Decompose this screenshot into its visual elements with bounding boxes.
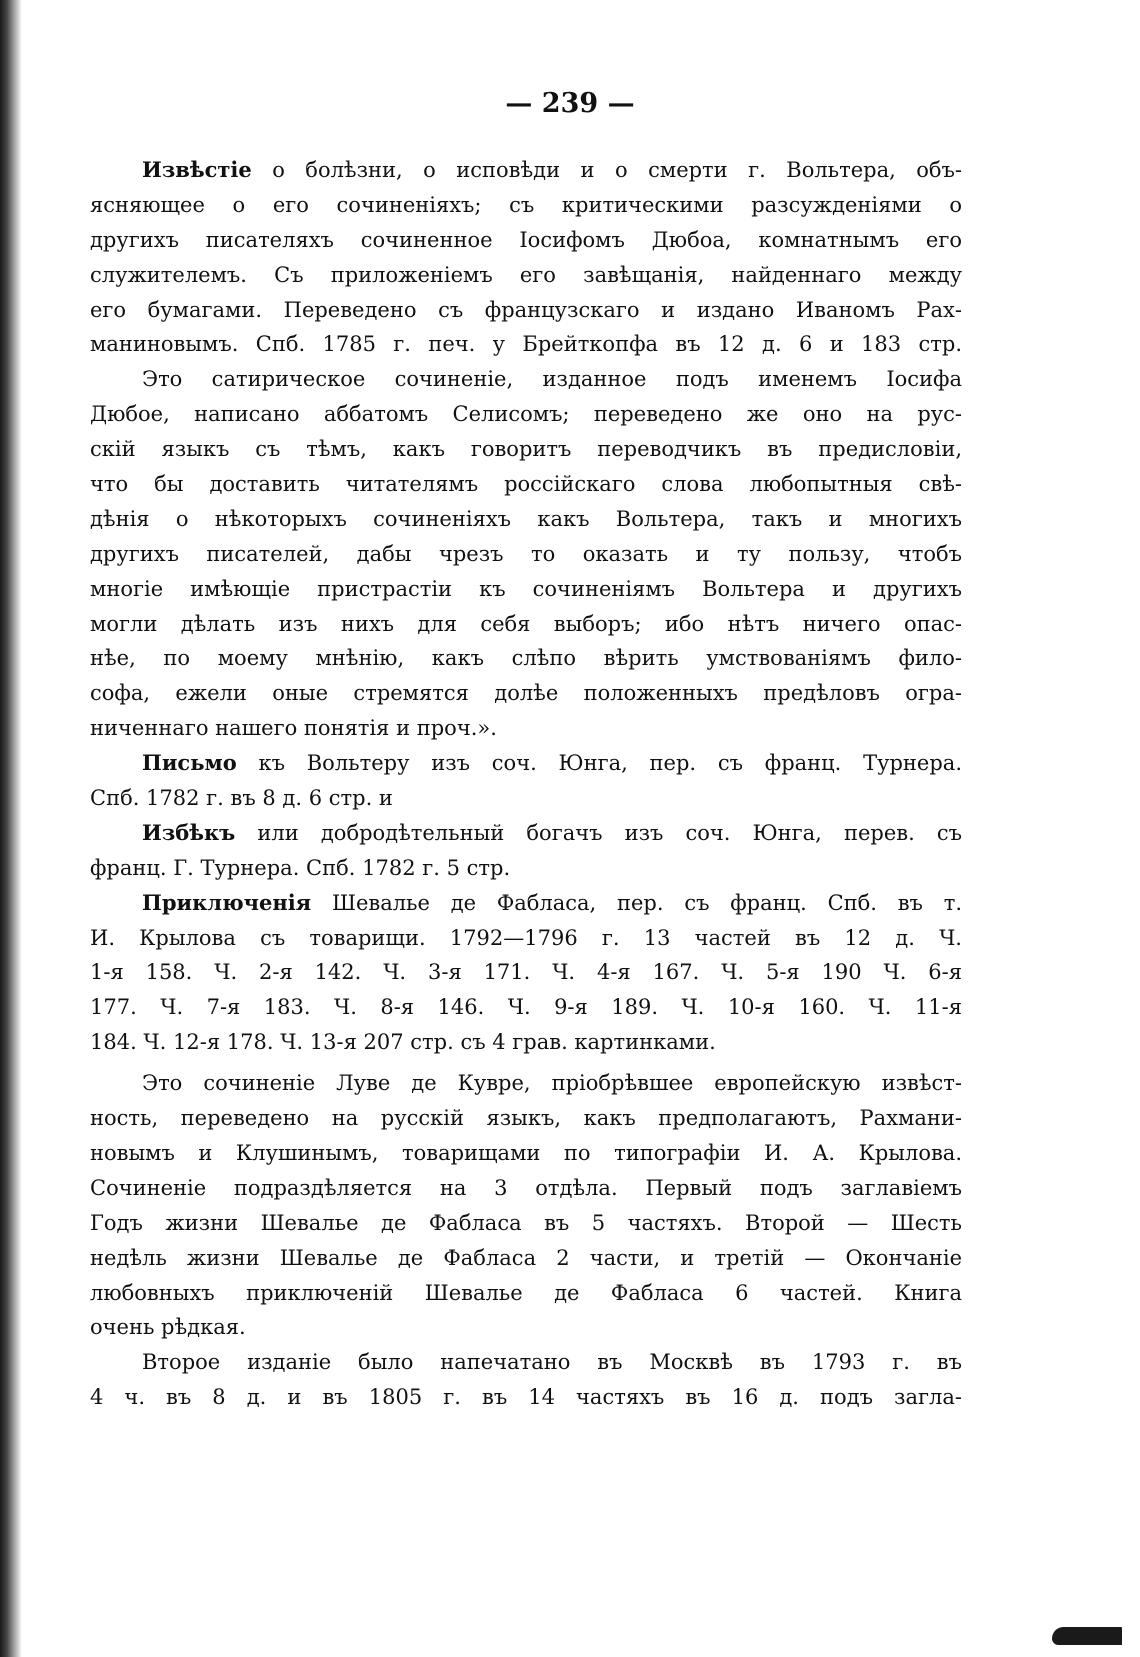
text-line [90, 153, 962, 188]
text-line [90, 1345, 962, 1380]
entry-title: Избѣкъ [142, 819, 236, 845]
text-line [90, 781, 962, 816]
text-line [90, 1101, 962, 1136]
line-text: любовныхъ приключеній Шевалье де Фабласа 6 частей. Книга [90, 1280, 962, 1305]
line-text: Годъ жизни Шевалье де Фабласа въ 5 частяхъ. Второй — Шесть [90, 1210, 962, 1235]
text-line [90, 537, 962, 572]
text-line [90, 711, 962, 746]
text-line [90, 1241, 962, 1276]
line-text: Второе изданіе было напечатано въ Москвѣ въ 1793 г. въ [142, 1350, 962, 1375]
line-text: его бумагами. Переведено съ французскаго и издано Иваномъ Рах- [90, 297, 962, 322]
text-line [90, 641, 962, 676]
line-text: что бы доставить читателямъ россійскаго слова любопытныя свѣ- [90, 472, 962, 497]
text-line [90, 397, 962, 432]
line-text: скій языкъ съ тѣмъ, какъ говоритъ переводчикъ въ предисловіи, [90, 437, 962, 462]
line-text: очень рѣдкая. [90, 1315, 246, 1340]
text-line [90, 467, 962, 502]
line-text: 1-я 158. Ч. 2-я 142. Ч. 3-я 171. Ч. 4-я 167. Ч. 5-я 190 Ч. 6-я [90, 960, 962, 985]
text-line [90, 816, 962, 851]
line-text: ность, переведено на русскій языкъ, какъ предполагаютъ, Рахмани- [90, 1106, 962, 1131]
text-line [90, 223, 962, 258]
text-line [90, 921, 962, 956]
ink-blot [1052, 1627, 1122, 1645]
text-line [90, 1206, 962, 1241]
line-text: недѣль жизни Шевалье де Фабласа 2 части, и третій — Окончаніе [90, 1245, 962, 1270]
line-text: франц. Г. Турнера. Спб. 1782 г. 5 стр. [90, 855, 511, 880]
text-line [90, 1310, 962, 1345]
text-line [90, 327, 962, 362]
text-line [90, 1380, 962, 1415]
text-line [90, 676, 962, 711]
line-text: о болѣзни, о исповѣди и о смерти г. Вольтера, объ- [251, 158, 962, 182]
text-line [90, 1136, 962, 1171]
line-text: ясняющее о его сочиненіяхъ; съ критическими разсужденіями о [90, 192, 962, 217]
text-line [90, 851, 962, 886]
line-text: новымъ и Клушинымъ, товарищами по типографіи И. А. Крылова. [90, 1140, 962, 1165]
line-text: другихъ писателей, дабы чрезъ то оказать и ту пользу, чтобъ [90, 541, 962, 566]
line-text: Спб. 1782 г. въ 8 д. 6 стр. и [90, 786, 393, 811]
entry-title: Приключенія [142, 889, 312, 915]
line-text: софа, ежели оные стремятся долѣе положенныхъ предѣловъ огра- [90, 681, 962, 706]
line-text: другихъ писателяхъ сочиненное Іосифомъ Дюбоа, комнатнымъ его [90, 227, 962, 252]
line-text: нѣе, по моему мнѣнію, какъ слѣпо вѣрить умствованіямъ фило- [90, 646, 962, 671]
text-line [90, 607, 962, 642]
text-line [90, 990, 962, 1025]
line-text: 4 ч. въ 8 д. и въ 1805 г. въ 14 частяхъ въ 16 д. подъ загла- [90, 1385, 962, 1410]
text-line [90, 502, 962, 537]
line-text: 177. Ч. 7-я 183. Ч. 8-я 146. Ч. 9-я 189. Ч. 10-я 160. Ч. 11-я [90, 995, 962, 1020]
entry-title: Письмо [142, 750, 237, 776]
page-edge-shadow [0, 0, 22, 1657]
line-text: служителемъ. Съ приложеніемъ его завѣщанія, найденнаго между [90, 262, 962, 287]
text-line [90, 1025, 962, 1060]
text-line [90, 746, 962, 781]
line-text: 184. Ч. 12-я 178. Ч. 13-я 207 стр. съ 4 грав. картинками. [90, 1030, 716, 1055]
text-line [90, 1066, 962, 1101]
line-text: дѣнія о нѣкоторыхъ сочиненіяхъ какъ Вольтера, такъ и многихъ [90, 506, 962, 531]
line-text: Дюбое, написано аббатомъ Селисомъ; переведено же оно на рус- [90, 402, 962, 427]
text-line [90, 432, 962, 467]
line-text: И. Крылова съ товарищи. 1792—1796 г. 13 частей въ 12 д. Ч. [90, 925, 962, 950]
text-line [90, 188, 962, 223]
line-text: многіе имѣющіе пристрастіи къ сочиненіямъ Вольтера и другихъ [90, 576, 962, 601]
text-line [90, 1276, 962, 1311]
line-text: Это сатирическое сочиненіе, изданное подъ именемъ Іосифа [142, 367, 962, 392]
text-line [90, 362, 962, 397]
line-text: могли дѣлать изъ нихъ для себя выборъ; ибо нѣтъ ничего опас- [90, 611, 962, 636]
text-line [90, 258, 962, 293]
line-text: Шевалье де Фабласа, пер. съ франц. Спб. въ т. [311, 890, 962, 915]
line-text: къ Вольтеру изъ соч. Юнга, пер. съ франц. Турнера. [236, 751, 962, 776]
text-line [90, 955, 962, 990]
page-number: — 239 — [505, 88, 635, 119]
line-text: Сочиненіе подраздѣляется на 3 отдѣла. Первый подъ заглавіемъ [90, 1175, 962, 1200]
text-line [90, 1171, 962, 1206]
body-text [90, 153, 962, 1415]
line-text: ниченнаго нашего понятія и проч.». [90, 716, 497, 741]
text-line [90, 293, 962, 328]
line-text: маниновымъ. Спб. 1785 г. печ. у Брейткопфа въ 12 д. 6 и 183 стр. [90, 332, 962, 357]
entry-title: Извѣстіе [142, 157, 252, 182]
line-text: Это сочиненіе Луве де Кувре, пріобрѣвшее европейскую извѣст- [142, 1071, 962, 1096]
text-line [90, 572, 962, 607]
line-text: или добродѣтельный богачъ изъ соч. Юнга, перев. съ [235, 820, 962, 845]
text-line [90, 886, 962, 921]
